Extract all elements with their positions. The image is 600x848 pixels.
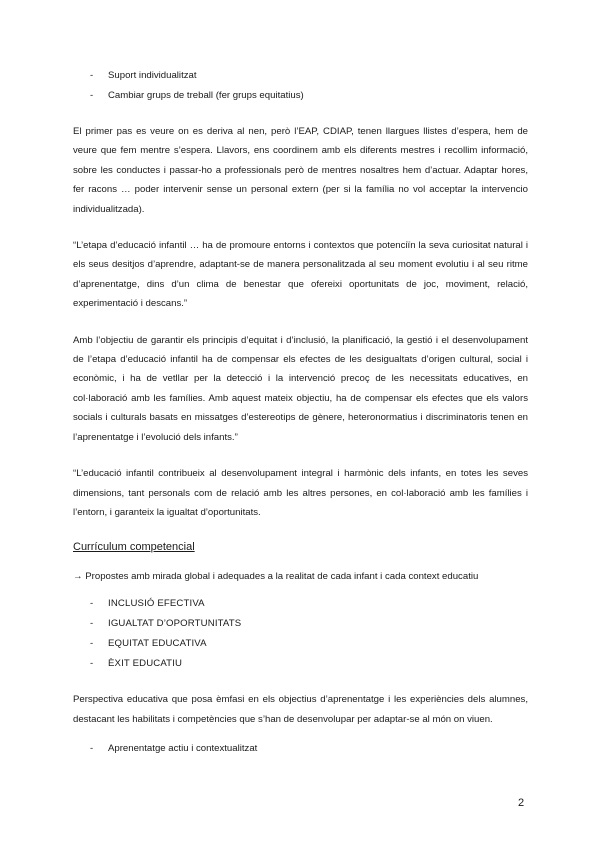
list-item-text: Suport individualitzat [108,70,197,81]
bullet-dash: - [90,638,94,650]
list-item-text: Aprenentatge actiu i contextualitzat [108,743,258,755]
paragraph: Perspectiva educativa que posa èmfasi en els objectius d’aprenentatge i les experiències dels alumnes, destacant les habilitats i competències que s’han de desenvolupar per adaptar-se al món on viuen. [73,694,528,725]
page-number: 2 [518,797,525,809]
list-item [73,598,528,618]
list-item-text: EQUITAT EDUCATIVA [108,638,207,650]
list-item-text: Cambiar grups de treball (fer grups equitatius) [108,90,304,101]
bullet-dash: - [90,658,94,670]
list-item [73,90,528,110]
list-item [73,743,528,763]
bullet-dash: - [90,743,94,755]
quote-paragraph: “L’etapa d’educació infantil … ha de promoure entorns i contextos que potenciïn la seva curiositat natural i els seus desitjos d’aprendre, adaptant-se de manera personalitzada al seu moment evolutiu i al seu ritme d’aprenentatge, dins d’un clima de benestar que ofereixi oportunitats de joc, moviment, relació, experimentació i descans.” [73,240,528,310]
bullet-dash: - [90,598,94,610]
list-item-text: INCLUSIÓ EFECTIVA [108,598,205,610]
bullet-dash: - [90,90,94,101]
list-item [73,658,528,678]
list-item-text: ÈXIT EDUCATIU [108,658,183,670]
list-item [73,70,528,90]
quote-paragraph: “L’educació infantil contribueix al desenvolupament integral i harmònic dels infants, en totes les seves dimensions, tant personals com de relació amb les altres persones, en col·laboració amb les famílies i l’entorn, i garanteix la igualtat d’oportunitats. [73,468,528,518]
bullet-dash: - [90,70,94,81]
bullet-dash: - [90,618,94,630]
paragraph: Amb l’objectiu de garantir els principis d’equitat i d’inclusió, la planificació, la gestió i el desenvolupament de l’etapa d’educació infantil ha de compensar els efectes de les desigualtats d’origen cultural, social i econòmic, i ha de vetllar per la detecció i la intervenció precoç de les necessitats educatives, en col·laboració amb les famílies. Amb aquest mateix objectiu, ha de compensar els efectes que els valors socials i culturals basats en missatges d’estereotips de gènere, heteronormatius i discriminatoris tenen en l’aprenentatge i l’evolució dels infants.” [73,334,528,443]
arrow-line: → Propostes amb mirada global i adequades a la realitat de cada infant i cada context educatiu [73,571,479,583]
list-item [73,618,528,638]
section-heading: Currículum competencial [73,541,195,554]
list-item-text: IGUALTAT D’OPORTUNITATS [108,618,242,630]
page-body [73,70,528,763]
paragraph: El primer pas es veure on es deriva al nen, però l’EAP, CDIAP, tenen llargues llistes d’espera, hem de veure que fem mentre s’espera. Llavors, ens coordinem amb els diferents mestres i recollim informació, sobre les conductes i passar-ho a professionals però de mentres nosaltres hem d’actuar. Adaptar hores, fer racons … poder intervenir sense un personal extern (per si la família no vol acceptar la intervencio individualitzada). [73,126,528,215]
list-item [73,638,528,658]
